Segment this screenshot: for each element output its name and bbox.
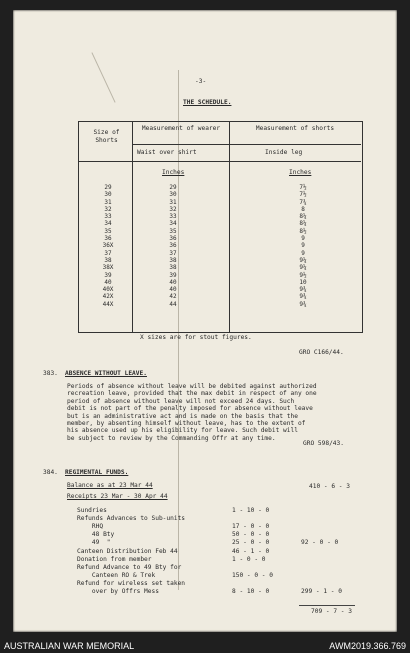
schedule-footnote: X sizes are for stout figures. — [140, 334, 252, 341]
size-cell: 40X — [102, 286, 114, 294]
fund-item-amount: 1 - 0 - 0 — [232, 555, 266, 563]
waist-cell: 40 — [169, 278, 177, 286]
fund-item-label: Canteen RO & Trek — [77, 571, 156, 579]
size-cell: 36 — [104, 235, 112, 243]
page-number: -3- — [195, 78, 207, 85]
leg-cell: 9 — [301, 249, 305, 257]
footer-accession: AWM2019.366.769 — [329, 641, 406, 651]
paragraph-line: recreation leave, provided that the max debit in respect of any one — [67, 390, 317, 398]
header-inches-leg: Inches — [289, 169, 312, 176]
waist-cell: 36 — [169, 235, 177, 243]
size-cell: 38X — [102, 264, 114, 272]
fund-item-subtotal: 92 - 0 - 0 — [301, 539, 339, 547]
fund-item-label: Donation from member — [77, 555, 152, 563]
waist-cell: 38 — [169, 264, 177, 272]
leg-cell: 8½ — [299, 227, 307, 235]
fund-item-label: Refund for wireless set taken — [77, 579, 186, 587]
fund-item-label: over by Offrs Mess — [77, 588, 159, 595]
size-cell: 34 — [104, 220, 112, 228]
leg-cell: 7¾ — [299, 198, 307, 206]
gro-reference: GRO 598/43. — [303, 440, 344, 447]
header-size: Size of Shorts — [93, 129, 120, 144]
size-cell: 31 — [104, 198, 112, 206]
fund-item-label: Canteen Distribution Feb 44 — [77, 547, 178, 555]
waist-cell: 42 — [169, 293, 177, 301]
size-cell: 39 — [104, 271, 112, 279]
fund-item-amount: 150 - 0 - 0 — [232, 571, 273, 579]
balance-value: 410 - 6 - 3 — [309, 483, 350, 490]
leg-cell: 8¼ — [299, 220, 307, 228]
waist-cell: 33 — [169, 213, 177, 221]
table-divider — [132, 121, 133, 332]
size-cell: 38 — [104, 256, 112, 264]
leg-cell: 9 — [301, 235, 305, 243]
waist-cell: 35 — [169, 227, 177, 235]
size-cell: 32 — [104, 205, 112, 213]
fund-item-subtotal: 299 - 1 - 0 — [301, 588, 342, 595]
size-cell: 40 — [104, 278, 112, 286]
leg-cell: 9¾ — [299, 300, 307, 308]
leg-cell: 9¼ — [299, 264, 307, 272]
waist-cell: 36 — [169, 242, 177, 250]
waist-cell: 34 — [169, 220, 177, 228]
section-number: 384. — [43, 469, 58, 476]
total-value: 709 - 7 - 3 — [311, 608, 352, 615]
leg-cell: 8¼ — [299, 213, 307, 221]
schedule-title: THE SCHEDULE. — [183, 99, 232, 106]
waist-cell: 39 — [169, 271, 177, 279]
leg-cell: 7½ — [299, 191, 307, 199]
header-inches-waist: Inches — [162, 169, 185, 176]
fund-item-amount: 25 - 0 - 0 — [232, 539, 270, 547]
header-waist: Waist over shirt — [137, 149, 197, 156]
fund-item-label: RHQ — [77, 523, 104, 531]
waist-cell: 44 — [169, 300, 177, 308]
waist-cell: 40 — [169, 286, 177, 294]
leg-cell: 9 — [301, 242, 305, 250]
leg-cell: 9¾ — [299, 293, 307, 301]
header-wearer: Measurement of wearer — [141, 125, 221, 132]
size-cell: 36X — [102, 242, 114, 250]
total-rule — [299, 605, 355, 606]
size-cell: 37 — [104, 249, 112, 257]
section-title: REGIMENTAL FUNDS. — [65, 469, 129, 476]
fund-item-label: 49 " — [77, 539, 111, 547]
leg-column — [293, 184, 313, 308]
leg-cell: 9¾ — [299, 286, 307, 294]
waist-cell: 30 — [169, 191, 177, 199]
size-column — [93, 184, 123, 308]
leg-cell: 10 — [299, 278, 307, 286]
balance-label: Balance as at 23 Mar 44 — [67, 482, 153, 489]
footer-institution: AUSTRALIAN WAR MEMORIAL — [4, 641, 135, 651]
size-cell: 42X — [102, 293, 114, 301]
paragraph-line: Periods of absence without leave will be debited against authorized — [67, 383, 317, 390]
size-cell: 30 — [104, 191, 112, 199]
size-cell: 33 — [104, 213, 112, 221]
paragraph-line: but is an administrative act and is made on the basis that the — [67, 412, 298, 420]
fund-item-label: Refund Advance to 49 Bty for — [77, 563, 182, 571]
waist-cell: 31 — [169, 198, 177, 206]
paragraph-line: debit is not part of the penalty imposed for absence without leave — [67, 405, 313, 413]
waist-column — [163, 184, 183, 308]
section-title: ABSENCE WITHOUT LEAVE. — [65, 370, 147, 377]
leg-cell: 9¼ — [299, 256, 307, 264]
footer-bar — [0, 638, 410, 653]
fund-item-label: 48 Bty — [77, 531, 115, 539]
header-shorts: Measurement of shorts — [255, 125, 335, 132]
fund-item-amount: 1 - 10 - 0 — [232, 507, 270, 514]
waist-cell: 37 — [169, 249, 177, 257]
size-cell: 44X — [102, 300, 114, 308]
size-cell: 29 — [104, 184, 112, 191]
paragraph-line: his absence used up his eligibility for leave. Such debit will — [67, 427, 298, 435]
fund-item-amount: 46 - 1 - 0 — [232, 547, 270, 555]
waist-cell: 38 — [169, 256, 177, 264]
paragraph-line: period of absence without leave will not exceed 24 days. Such — [67, 397, 295, 405]
section-number: 383. — [43, 370, 58, 377]
document-page — [13, 10, 397, 632]
fold-crease — [91, 52, 115, 102]
waist-cell: 29 — [169, 184, 177, 191]
fund-item-amount: 8 - 10 - 0 — [232, 588, 270, 595]
fund-item-amount: 17 - 0 - 0 — [232, 523, 270, 531]
table-divider — [78, 161, 361, 162]
table-divider — [229, 121, 230, 332]
paragraph-line: be subject to review by the Commanding Offr at any time. — [67, 434, 276, 442]
fund-item-amount: 50 - 0 - 0 — [232, 531, 270, 539]
gro-reference: GRO C166/44. — [299, 349, 344, 356]
waist-cell: 32 — [169, 205, 177, 213]
fund-item-label: Refunds Advances to Sub-units — [77, 515, 186, 523]
paragraph-line: member, by absenting himself without leave, has to the extent of — [67, 420, 306, 427]
leg-cell: 7½ — [299, 184, 307, 191]
fund-item-label: Sundries — [77, 507, 107, 514]
table-divider — [132, 144, 361, 145]
leg-cell: 9½ — [299, 271, 307, 279]
leg-cell: 8 — [301, 205, 305, 213]
receipts-label: Receipts 23 Mar - 30 Apr 44 — [67, 493, 168, 500]
header-leg: Inside leg — [265, 149, 303, 156]
size-cell: 35 — [104, 227, 112, 235]
